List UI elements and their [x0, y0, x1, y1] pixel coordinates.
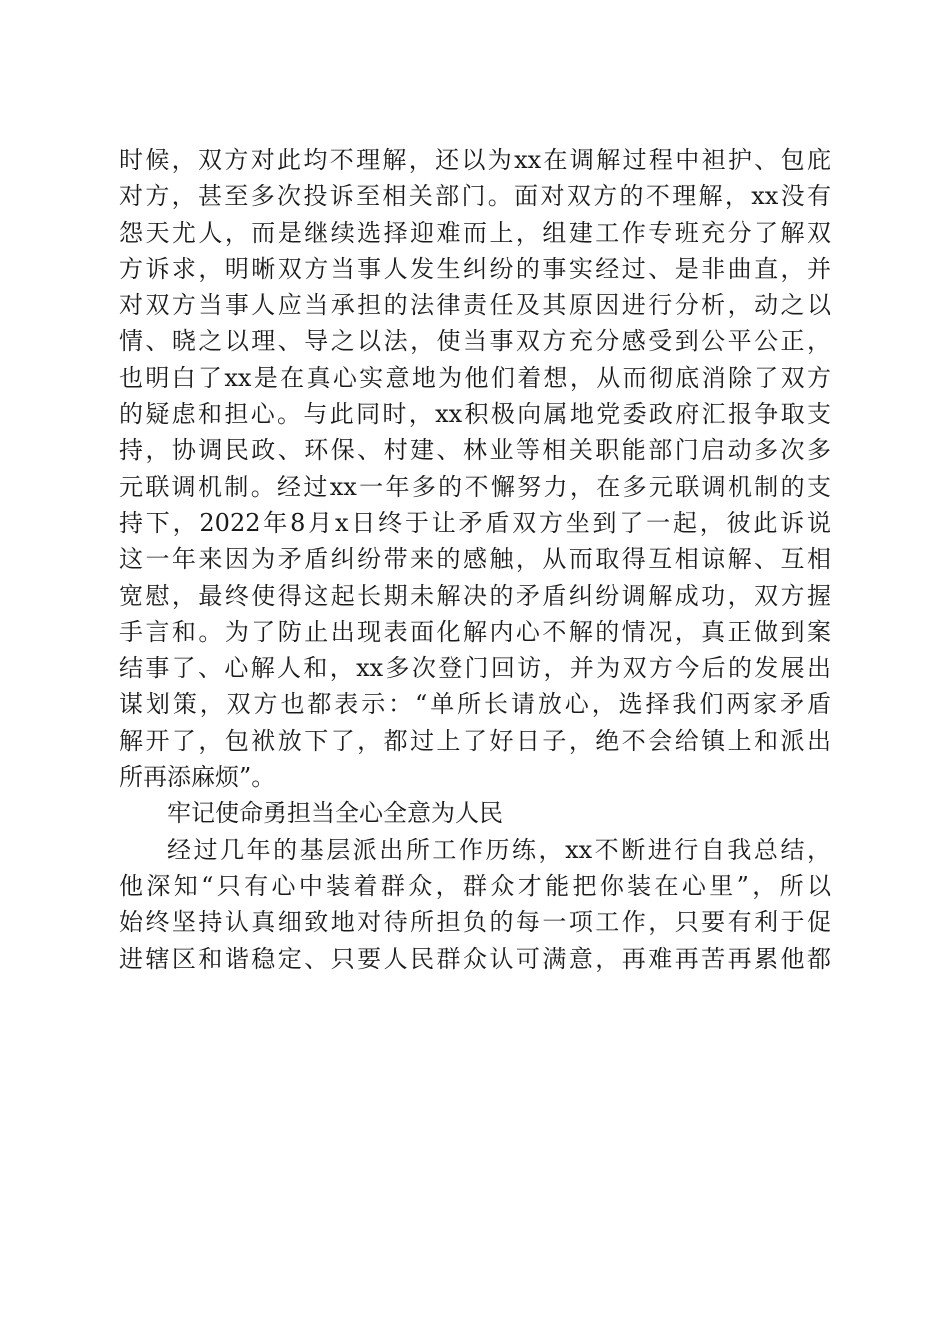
- paragraph-line: 所再添麻烦”。: [119, 763, 276, 792]
- paragraph-line: 进辖区和谐稳定、只要人民群众认可满意，再难再苦再累他都: [119, 944, 831, 973]
- paragraph-line: 对双方当事人应当承担的法律责任及其原因进行分析，动之以: [119, 291, 831, 320]
- paragraph-line: 结事了、心解人和，xx多次登门回访，并为双方今后的发展出: [119, 654, 831, 683]
- document-body: [119, 142, 831, 977]
- paragraph-line: 方诉求，明晰双方当事人发生纠纷的事实经过、是非曲直，并: [119, 254, 831, 283]
- paragraph-line: 谋划策，双方也都表示：“单所长请放心，选择我们两家矛盾: [119, 690, 831, 719]
- paragraph-line: 宽慰，最终使得这起长期未解决的矛盾纠纷调解成功，双方握: [119, 581, 831, 610]
- paragraph-2: [119, 832, 831, 977]
- section-heading: 牢记使命勇担当全心全意为人民: [167, 799, 503, 828]
- paragraph-line: 始终坚持认真细致地对待所担负的每一项工作，只要有利于促: [119, 908, 831, 937]
- paragraph-1: [119, 142, 831, 795]
- paragraph-line: 持，协调民政、环保、村建、林业等相关职能部门启动多次多: [119, 436, 831, 465]
- paragraph-line: 时候，双方对此均不理解，还以为xx在调解过程中袒护、包庇: [119, 146, 831, 174]
- paragraph-line: 怨天尤人，而是继续选择迎难而上，组建工作专班充分了解双: [119, 218, 831, 247]
- paragraph-line: 解开了，包袱放下了，都过上了好日子，绝不会给镇上和派出: [119, 726, 831, 755]
- paragraph-line: 他深知“只有心中装着群众，群众才能把你装在心里”，所以: [119, 871, 831, 900]
- paragraph-line: 手言和。为了防止出现表面化解内心不解的情况，真正做到案: [119, 617, 831, 646]
- paragraph-line: 情、晓之以理、导之以法，使当事双方充分感受到公平公正，: [119, 327, 831, 356]
- paragraph-line: 对方，甚至多次投诉至相关部门。面对双方的不理解，xx没有: [119, 182, 831, 211]
- paragraph-line: 这一年来因为矛盾纠纷带来的感触，从而取得互相谅解、互相: [119, 545, 831, 574]
- paragraph-line: 的疑虑和担心。与此同时，xx积极向属地党委政府汇报争取支: [119, 400, 831, 429]
- paragraph-line: 元联调机制。经过xx一年多的不懈努力，在多元联调机制的支: [119, 472, 831, 501]
- paragraph-line: 也明白了xx是在真心实意地为他们着想，从而彻底消除了双方: [119, 363, 831, 392]
- paragraph-line: 经过几年的基层派出所工作历练，xx不断进行自我总结，: [167, 835, 831, 864]
- paragraph-line: 持下，2022年8月x日终于让矛盾双方坐到了一起，彼此诉说: [119, 508, 831, 537]
